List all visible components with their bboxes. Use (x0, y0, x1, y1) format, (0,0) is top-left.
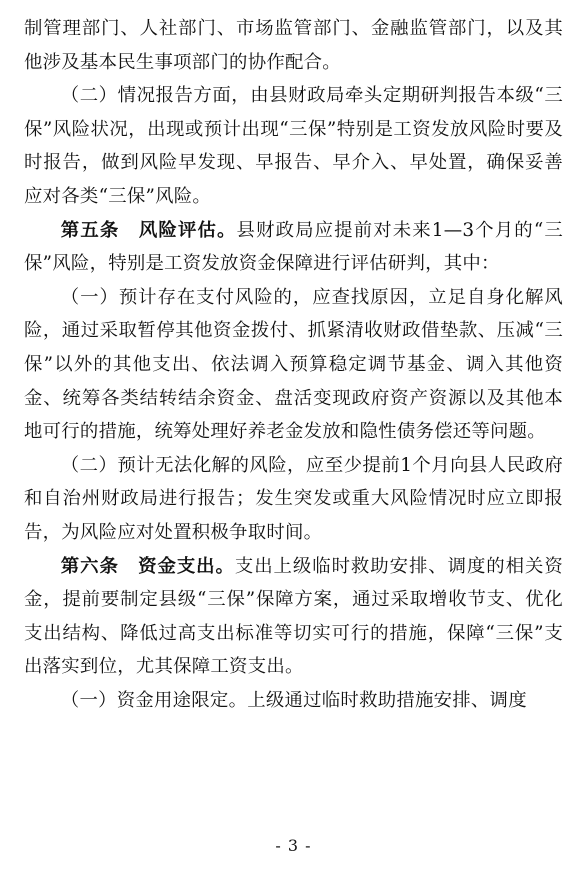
paragraph-payment-risk (24, 281, 563, 449)
page-number: - 3 - (275, 836, 312, 855)
paragraph-text: 县财政局应提前对未来1—3个月的“三保”风险，特别是工资发放资金保障进行评估研判，其中： (24, 219, 563, 275)
paragraph-lead: （二）预计无法化解的风险， (60, 454, 306, 476)
paragraph-lead: （二）情况报告方面， (60, 85, 251, 107)
paragraph-text: 由县财政局牵头定期研判报告本级“三保”风险状况，出现或预计出现“三保”特别是工资发放风险时要及时报告，做到风险早发现、早报告、早介入、早处置，确保妥善应对各类“三保”风险。 (24, 85, 563, 207)
paragraph-text: 应至少提前1个月向县人民政府和自治州财政局进行报告；发生突发或重大风险情况时应立即报告，为风险应对处置积极争取时间。 (24, 454, 563, 543)
paragraph-lead: （一）资金用途限定。 (60, 689, 248, 711)
paragraph-text: 上级通过临时救助措施安排、调度 (247, 689, 527, 711)
paragraph-unresolvable-risk (24, 449, 563, 550)
article-heading: 第五条 风险评估。 (60, 219, 237, 241)
article-heading: 第六条 资金支出。 (60, 555, 235, 577)
article-six (24, 550, 563, 684)
paragraph-lead: （一）预计存在支付风险的， (60, 286, 313, 308)
paragraph-fund-usage (24, 684, 563, 718)
paragraph-text: 支出上级临时救助安排、调度的相关资金，提前要制定县级“三保”保障方案，通过采取增收节支、优化支出结构、降低过高支出标准等切实可行的措施，保障“三保”支出落实到位，尤其保障工资支出。 (24, 555, 563, 678)
paragraph-coordination (24, 12, 563, 79)
article-five (24, 214, 563, 281)
paragraph-text: 制管理部门、人社部门、市场监管部门、金融监管部门，以及其他涉及基本民生事项部门的协作配合。 (24, 18, 563, 73)
paragraph-report (24, 79, 563, 213)
paragraph-text: 应查找原因，立足自身化解风险，通过采取暂停其他资金拨付、抓紧清收财政借垫款、压减“三保”以外的其他支出、依法调入预算稳定调节基金、调入其他资金、统筹各类结转结余资金、盘活变现政府资产资源以及其他本地可行的措施，统筹处理好养老金发放和隐性债务偿还等问题。 (24, 286, 563, 443)
